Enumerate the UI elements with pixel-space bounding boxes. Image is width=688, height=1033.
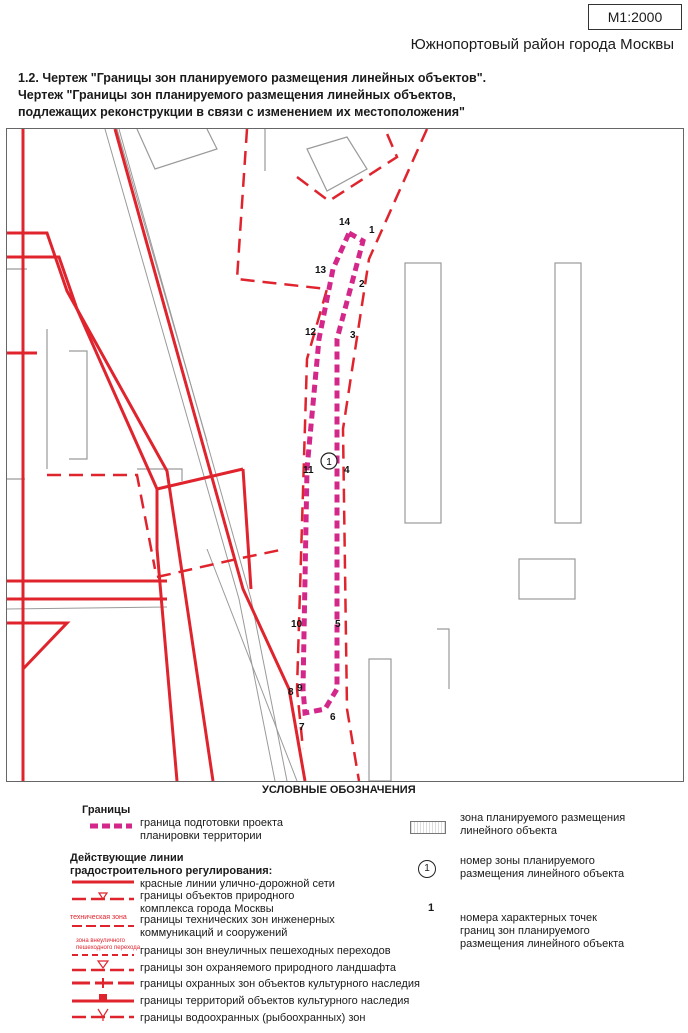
road-lines xyxy=(7,129,297,781)
scale-label: М1:2000 xyxy=(588,4,682,30)
legend-point-symbol: 1 xyxy=(428,902,435,914)
point-label-11: 11 xyxy=(303,465,314,476)
legend-protect: границы охранных зон объектов культурного наследия xyxy=(140,978,420,990)
legend-landscape-icon xyxy=(72,960,134,974)
legend-red-lines: красные линии улично-дорожной сети xyxy=(140,878,335,890)
point-label-5: 5 xyxy=(335,619,341,630)
legend-ped-label: зона внеуличного пешеходного перехода xyxy=(76,938,141,951)
legend-zone-area-swatch xyxy=(410,821,446,834)
point-labels xyxy=(288,217,375,733)
legend-tech-zones: границы технических зон инженерных коммуникаций и сооружений xyxy=(140,914,335,939)
legend-zone-num: номер зоны планируемого размещения линейного объекта xyxy=(460,855,625,880)
heading-line-3: подлежащих реконструкции в связи с изменением их местоположения" xyxy=(18,105,465,119)
legend-water-icon xyxy=(72,1008,134,1022)
legend-pedestrian: границы зон внеуличных пешеходных переходов xyxy=(140,945,391,957)
point-label-12: 12 xyxy=(305,327,317,338)
district-name: Южнопортовый район города Москвы xyxy=(410,36,674,53)
map-drawing xyxy=(7,129,683,781)
legend-lines-header: Действующие линии градостроительного регулирования: xyxy=(70,852,273,877)
building-outlines xyxy=(7,129,581,781)
point-label-9: 9 xyxy=(297,683,303,694)
point-label-13: 13 xyxy=(315,265,327,276)
legend-magenta-dash-icon xyxy=(90,822,132,830)
drawing-heading xyxy=(18,70,486,121)
legend-zone-area: зона планируемого размещения линейного объекта xyxy=(460,812,626,837)
zone-number: 1 xyxy=(326,457,332,468)
legend-red-line-icon xyxy=(72,878,134,886)
legend-title: УСЛОВНЫЕ ОБОЗНАЧЕНИЯ xyxy=(262,784,416,796)
point-label-8: 8 xyxy=(288,687,294,698)
legend-landscape: границы зон охраняемого природного ландшафта xyxy=(140,962,396,974)
red-lines xyxy=(7,129,305,781)
point-label-10: 10 xyxy=(291,619,303,630)
legend-cultural-icon xyxy=(72,993,134,1005)
point-label-3: 3 xyxy=(350,330,356,341)
legend-tech-zone-label: техническая зона xyxy=(70,914,127,921)
legend-cultural: границы территорий объектов культурного наследия xyxy=(140,995,410,1007)
heading-line-1: 1.2. Чертеж "Границы зон планируемого размещения линейных объектов". xyxy=(18,71,487,85)
point-label-14: 14 xyxy=(339,217,351,228)
map-frame[interactable] xyxy=(6,128,684,782)
legend-boundaries-header: Границы xyxy=(82,804,131,816)
point-label-1: 1 xyxy=(369,225,375,236)
legend-water: границы водоохранных (рыбоохранных) зон xyxy=(140,1012,366,1024)
point-label-7: 7 xyxy=(299,722,305,733)
point-label-2: 2 xyxy=(359,279,365,290)
point-label-6: 6 xyxy=(330,712,336,723)
legend-points: номера характерных точек границ зон планируемого размещения линейного объекта xyxy=(460,912,625,950)
legend-boundary-prep: граница подготовки проекта планировки территории xyxy=(140,817,284,842)
legend-protect-icon xyxy=(72,978,134,988)
legend-natural: границы объектов природного комплекса города Москвы xyxy=(140,890,295,915)
legend-zone-num-icon: 1 xyxy=(418,860,436,878)
legend-tech-zone-icon xyxy=(72,923,134,929)
heading-line-2: Чертеж "Границы зон планируемого размещения линейных объектов, xyxy=(18,88,456,102)
legend-pedestrian-icon xyxy=(72,952,134,958)
legend-natural-icon xyxy=(72,892,134,904)
point-label-4: 4 xyxy=(344,465,350,476)
